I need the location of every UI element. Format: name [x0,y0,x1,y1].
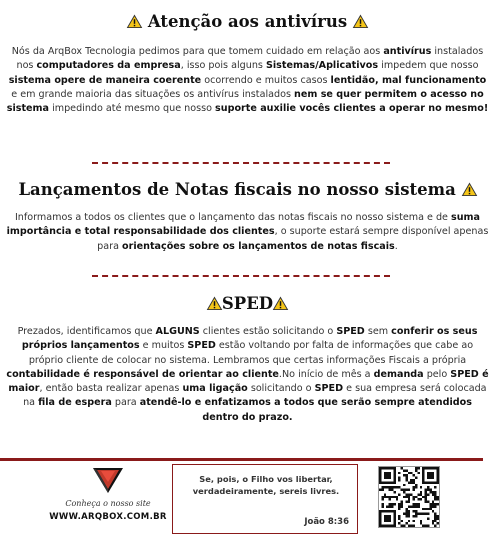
qr-code[interactable] [378,466,440,528]
text-run: clientes estão solicitando o [199,326,337,337]
warning-icon [273,297,288,310]
bold-text: atendê-lo e enfatizamos a todos que serão sempre atendidos dentro do prazo. [139,397,472,423]
bold-text: contabilidade é responsável de orientar ao cliente [6,368,279,380]
bold-text: conferir os seus próprios lançamentos [21,326,478,352]
warning-icon [462,183,477,196]
text-run: e sua empresa será colocada na [23,383,487,409]
bold-text: suporte auxilie vocês clientes a operar no mesmo! [215,103,489,115]
bold-text: ALGUNS [155,326,200,337]
logo-block[interactable] [38,465,178,535]
bold-text: orientações sobre os lançamentos de notas fiscais [122,240,395,252]
bold-text: sistema opere de maneira coerente [8,74,202,86]
bold-text: SPED [314,383,344,395]
section-sped [0,294,495,425]
text-run: , o suporte estará sempre disponível apenas para [97,226,489,252]
footer-divider [0,458,483,461]
section-title [6,12,489,31]
bold-text: uma ligação [182,383,248,395]
bold-text: nem se quer permitem o acesso no sistema [6,88,484,115]
warning-icon [353,15,368,28]
text-run: impedindo até mesmo que nosso [49,103,216,115]
bold-text: antivírus [383,46,432,57]
text-run: ocorrendo e muitos casos [201,74,331,86]
bold-text: SPED é maior [8,368,489,395]
bold-text: fila de espera [38,397,112,409]
section-title [6,294,489,313]
text-run: instalados nos [16,46,484,72]
bold-text: suma importância e total responsabilidade dos clientes [6,212,481,238]
text-run: pelo [423,368,451,380]
dashed-divider [92,275,390,277]
bold-text: computadores da empresa [36,60,181,72]
section-title-text: SPED [221,294,274,313]
dashed-divider [92,162,390,164]
bold-text: SPED [187,340,216,352]
bold-text: lentidão, mal funcionamento [330,74,487,86]
text-run: estão voltando por falta de informações que cabe ao próprio cliente de colocar no sistema. Lembramos que certas informações Fiscais a própria [28,340,474,366]
warning-icon [207,297,222,310]
section-paragraph [6,211,489,254]
verse-box [172,464,358,534]
verse-text: Se, pois, o Filho vos libertar, verdadeiramente, sereis livres. [192,474,340,496]
section-notas-fiscais [0,180,495,254]
text-run: , então basta realizar apenas [39,383,183,395]
bold-text: Sistemas/Aplicativos [265,60,379,72]
arqbox-logo-icon [91,465,125,495]
section-title [6,180,489,199]
text-run: .No início de mês a [278,368,374,380]
text-run: Prezados, identificamos que [17,326,156,337]
text-run: para [111,397,140,409]
section-paragraph [6,45,489,116]
section-title-text: Lançamentos de Notas fiscais no nosso sistema [18,180,456,199]
section-title-text: Atenção aos antivírus [147,12,348,31]
text-run: e em grande maioria das situações os antivírus instalados [11,88,295,100]
qr-code-icon [379,467,439,527]
verse-reference: João 8:36 [304,517,349,527]
logo-caption: Conheça o nosso site [65,499,151,508]
section-paragraph [6,325,489,425]
bold-text: SPED [336,326,365,337]
text-run: . [394,240,398,252]
bold-text: demanda [373,368,424,380]
text-run: Informamos a todos os clientes que o lançamento das notas fiscais no nosso sistema e de [14,212,452,223]
text-run: solicitando o [247,383,315,395]
section-antivirus [0,12,495,116]
text-run: Nós da ArqBox Tecnologia pedimos para que tomem cuidado em relação aos [11,46,384,57]
website-link[interactable]: WWW.ARQBOX.COM.BR [49,512,167,522]
text-run: sem [364,326,392,337]
warning-icon [127,15,142,28]
text-run: , isso pois alguns [180,60,266,72]
text-run: e muitos [139,340,188,352]
text-run: impedem que nosso [378,60,479,72]
